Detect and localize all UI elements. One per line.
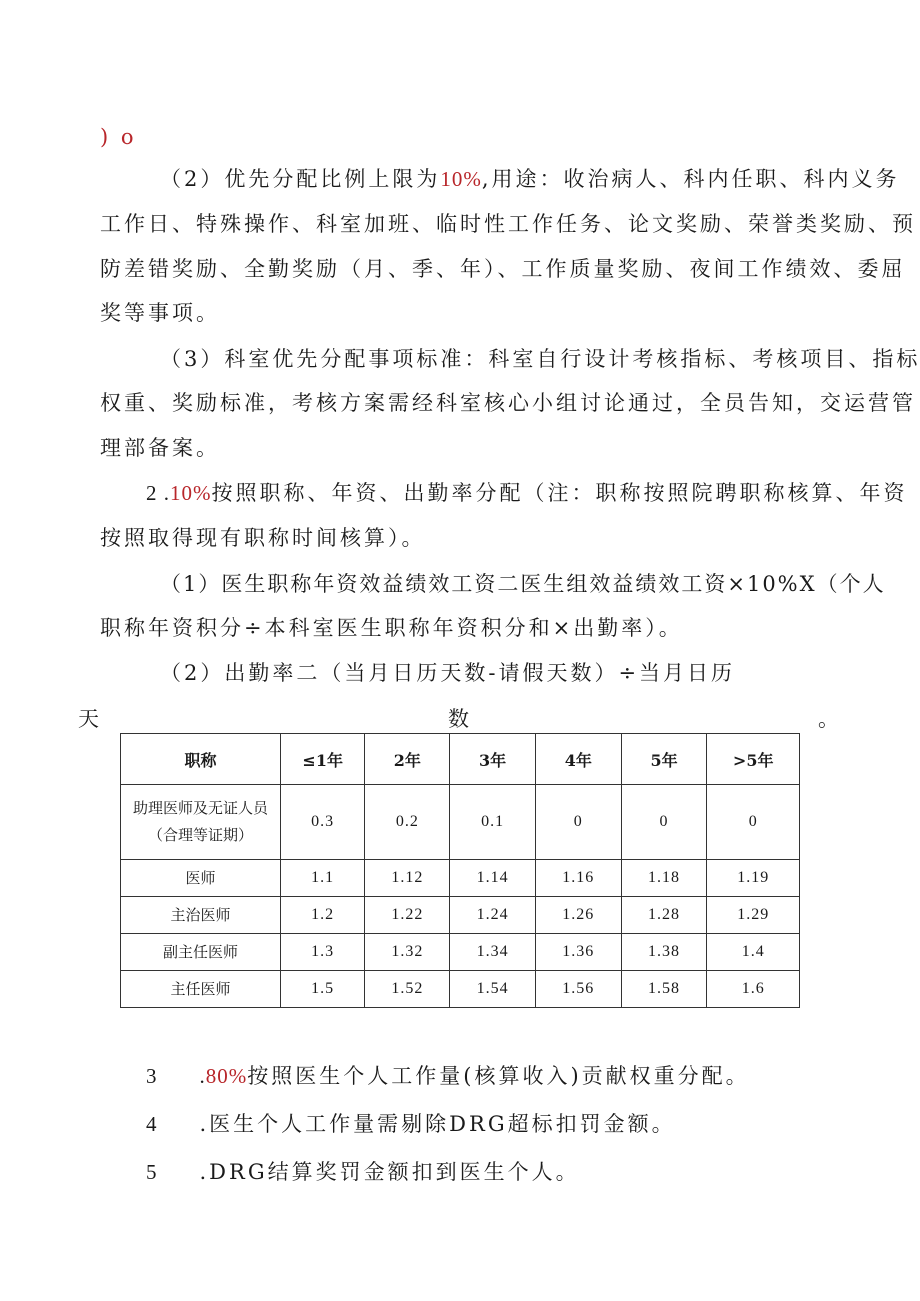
- para-3-line-2: 权重、奖励标准，考核方案需经科室核心小组讨论通过，全员告知，交运营管: [100, 391, 916, 415]
- row-title-sub: （合理等证期）: [147, 826, 253, 844]
- row-title-main: 助理医师及无证人员: [132, 799, 268, 817]
- seniority-coefficient-table: [120, 733, 800, 1008]
- table-cell: 1.29: [707, 897, 800, 934]
- para-3-line-3: 理部备案。: [100, 436, 220, 460]
- table-cell: 0.3: [280, 785, 365, 860]
- table-cell: 1.14: [450, 860, 536, 897]
- header-cell: 3年: [450, 734, 536, 785]
- header-title: 职称: [121, 734, 281, 785]
- para-2-rest: ,用途：收治病人、科内任职、科内义务: [481, 167, 900, 191]
- para-3-line-1: （3）科室优先分配事项标准：科室自行设计考核指标、考核项目、指标: [160, 347, 920, 371]
- table-cell: 1.12: [365, 860, 450, 897]
- section-2-2-line-1: （2）出勤率二（当月日历天数-请假天数）÷当月日历: [160, 661, 736, 685]
- table-cell: 0.2: [365, 785, 450, 860]
- table-cell: 1.58: [621, 971, 707, 1008]
- table-row: [121, 897, 800, 934]
- header-cell: 2年: [365, 734, 450, 785]
- table-cell: 0: [621, 785, 707, 860]
- table-cell: 1.32: [365, 934, 450, 971]
- header-cell: >5年: [707, 734, 800, 785]
- table-cell: 1.26: [535, 897, 621, 934]
- section-3-dot: .: [199, 1064, 206, 1088]
- para-2-line-1: [160, 164, 900, 194]
- table-cell: 1.6: [707, 971, 800, 1008]
- section-5-number: 5: [146, 1160, 158, 1184]
- row-title: 医师: [121, 860, 281, 897]
- row-title: 副主任医师: [121, 934, 281, 971]
- table-cell: 1.36: [535, 934, 621, 971]
- table-cell: 1.24: [450, 897, 536, 934]
- table-cell: 1.3: [280, 934, 365, 971]
- section-4-number: 4: [146, 1112, 158, 1136]
- section-4: [146, 1109, 676, 1139]
- row-title: 主任医师: [121, 971, 281, 1008]
- section-3-percent: 80%: [205, 1064, 248, 1088]
- row-title: [121, 785, 281, 860]
- section-2-line-1: [146, 478, 908, 508]
- table-cell: 1.22: [365, 897, 450, 934]
- table-cell: 1.38: [621, 934, 707, 971]
- section-3: [146, 1061, 750, 1091]
- row-title: 主治医师: [121, 897, 281, 934]
- section-2-2-tian: 天: [78, 707, 102, 731]
- section-2-percent: 10%: [170, 481, 212, 505]
- table-cell: 0: [535, 785, 621, 860]
- table-cell: 1.4: [707, 934, 800, 971]
- table-cell: 1.52: [365, 971, 450, 1008]
- section-4-text: .医生个人工作量需剔除DRG超标扣罚金额。: [199, 1112, 676, 1136]
- header-cell: 4年: [535, 734, 621, 785]
- top-fragment: ) o: [100, 125, 137, 149]
- section-2-number: 2 .: [146, 481, 170, 505]
- para-2-percent: 10%: [440, 167, 482, 191]
- header-cell: 5年: [621, 734, 707, 785]
- para-2-line-3: 防差错奖励、全勤奖励（月、季、年）、工作质量奖励、夜间工作绩效、委屈: [100, 257, 906, 281]
- table-cell: 1.34: [450, 934, 536, 971]
- section-3-rest: 按照医生个人工作量(核算收入)贡献权重分配。: [247, 1064, 750, 1088]
- table-cell: 1.28: [621, 897, 707, 934]
- table-cell: 1.19: [707, 860, 800, 897]
- table-cell: 1.1: [280, 860, 365, 897]
- section-2-line-2: 按照取得现有职称时间核算）。: [100, 526, 426, 550]
- table-cell: 1.54: [450, 971, 536, 1008]
- section-2-1-line-2: 职称年资积分÷本科室医生职称年资积分和×出勤率）。: [100, 616, 683, 640]
- section-3-number: 3: [146, 1064, 158, 1088]
- para-2-line-4: 奖等事项。: [100, 301, 220, 325]
- section-5-text: .DRG结算奖罚金额扣到医生个人。: [199, 1160, 580, 1184]
- para-2-prefix: （2）优先分配比例上限为: [160, 167, 441, 191]
- table-row: [121, 860, 800, 897]
- table-cell: 1.18: [621, 860, 707, 897]
- table-row: [121, 934, 800, 971]
- table-cell: 1.5: [280, 971, 365, 1008]
- table-cell: 1.2: [280, 897, 365, 934]
- table-cell: 0.1: [450, 785, 536, 860]
- table-cell: 0: [707, 785, 800, 860]
- section-2-2-shu: 数: [448, 707, 472, 731]
- table-cell: 1.16: [535, 860, 621, 897]
- section-5: [146, 1157, 580, 1187]
- section-2-rest: 按照职称、年资、出勤率分配（注：职称按照院聘职称核算、年资: [211, 481, 908, 505]
- para-2-line-2: 工作日、特殊操作、科室加班、临时性工作任务、论文奖励、荣誉类奖励、预: [100, 212, 916, 236]
- header-cell: ≤1年: [280, 734, 365, 785]
- table-cell: 1.56: [535, 971, 621, 1008]
- table-header-row: [121, 734, 800, 785]
- table-row: [121, 785, 800, 860]
- table-row: [121, 971, 800, 1008]
- section-2-1-line-1: （1）医生职称年资效益绩效工资二医生组效益绩效工资×10%X（个人: [160, 572, 886, 596]
- section-2-2-period: 。: [818, 707, 842, 731]
